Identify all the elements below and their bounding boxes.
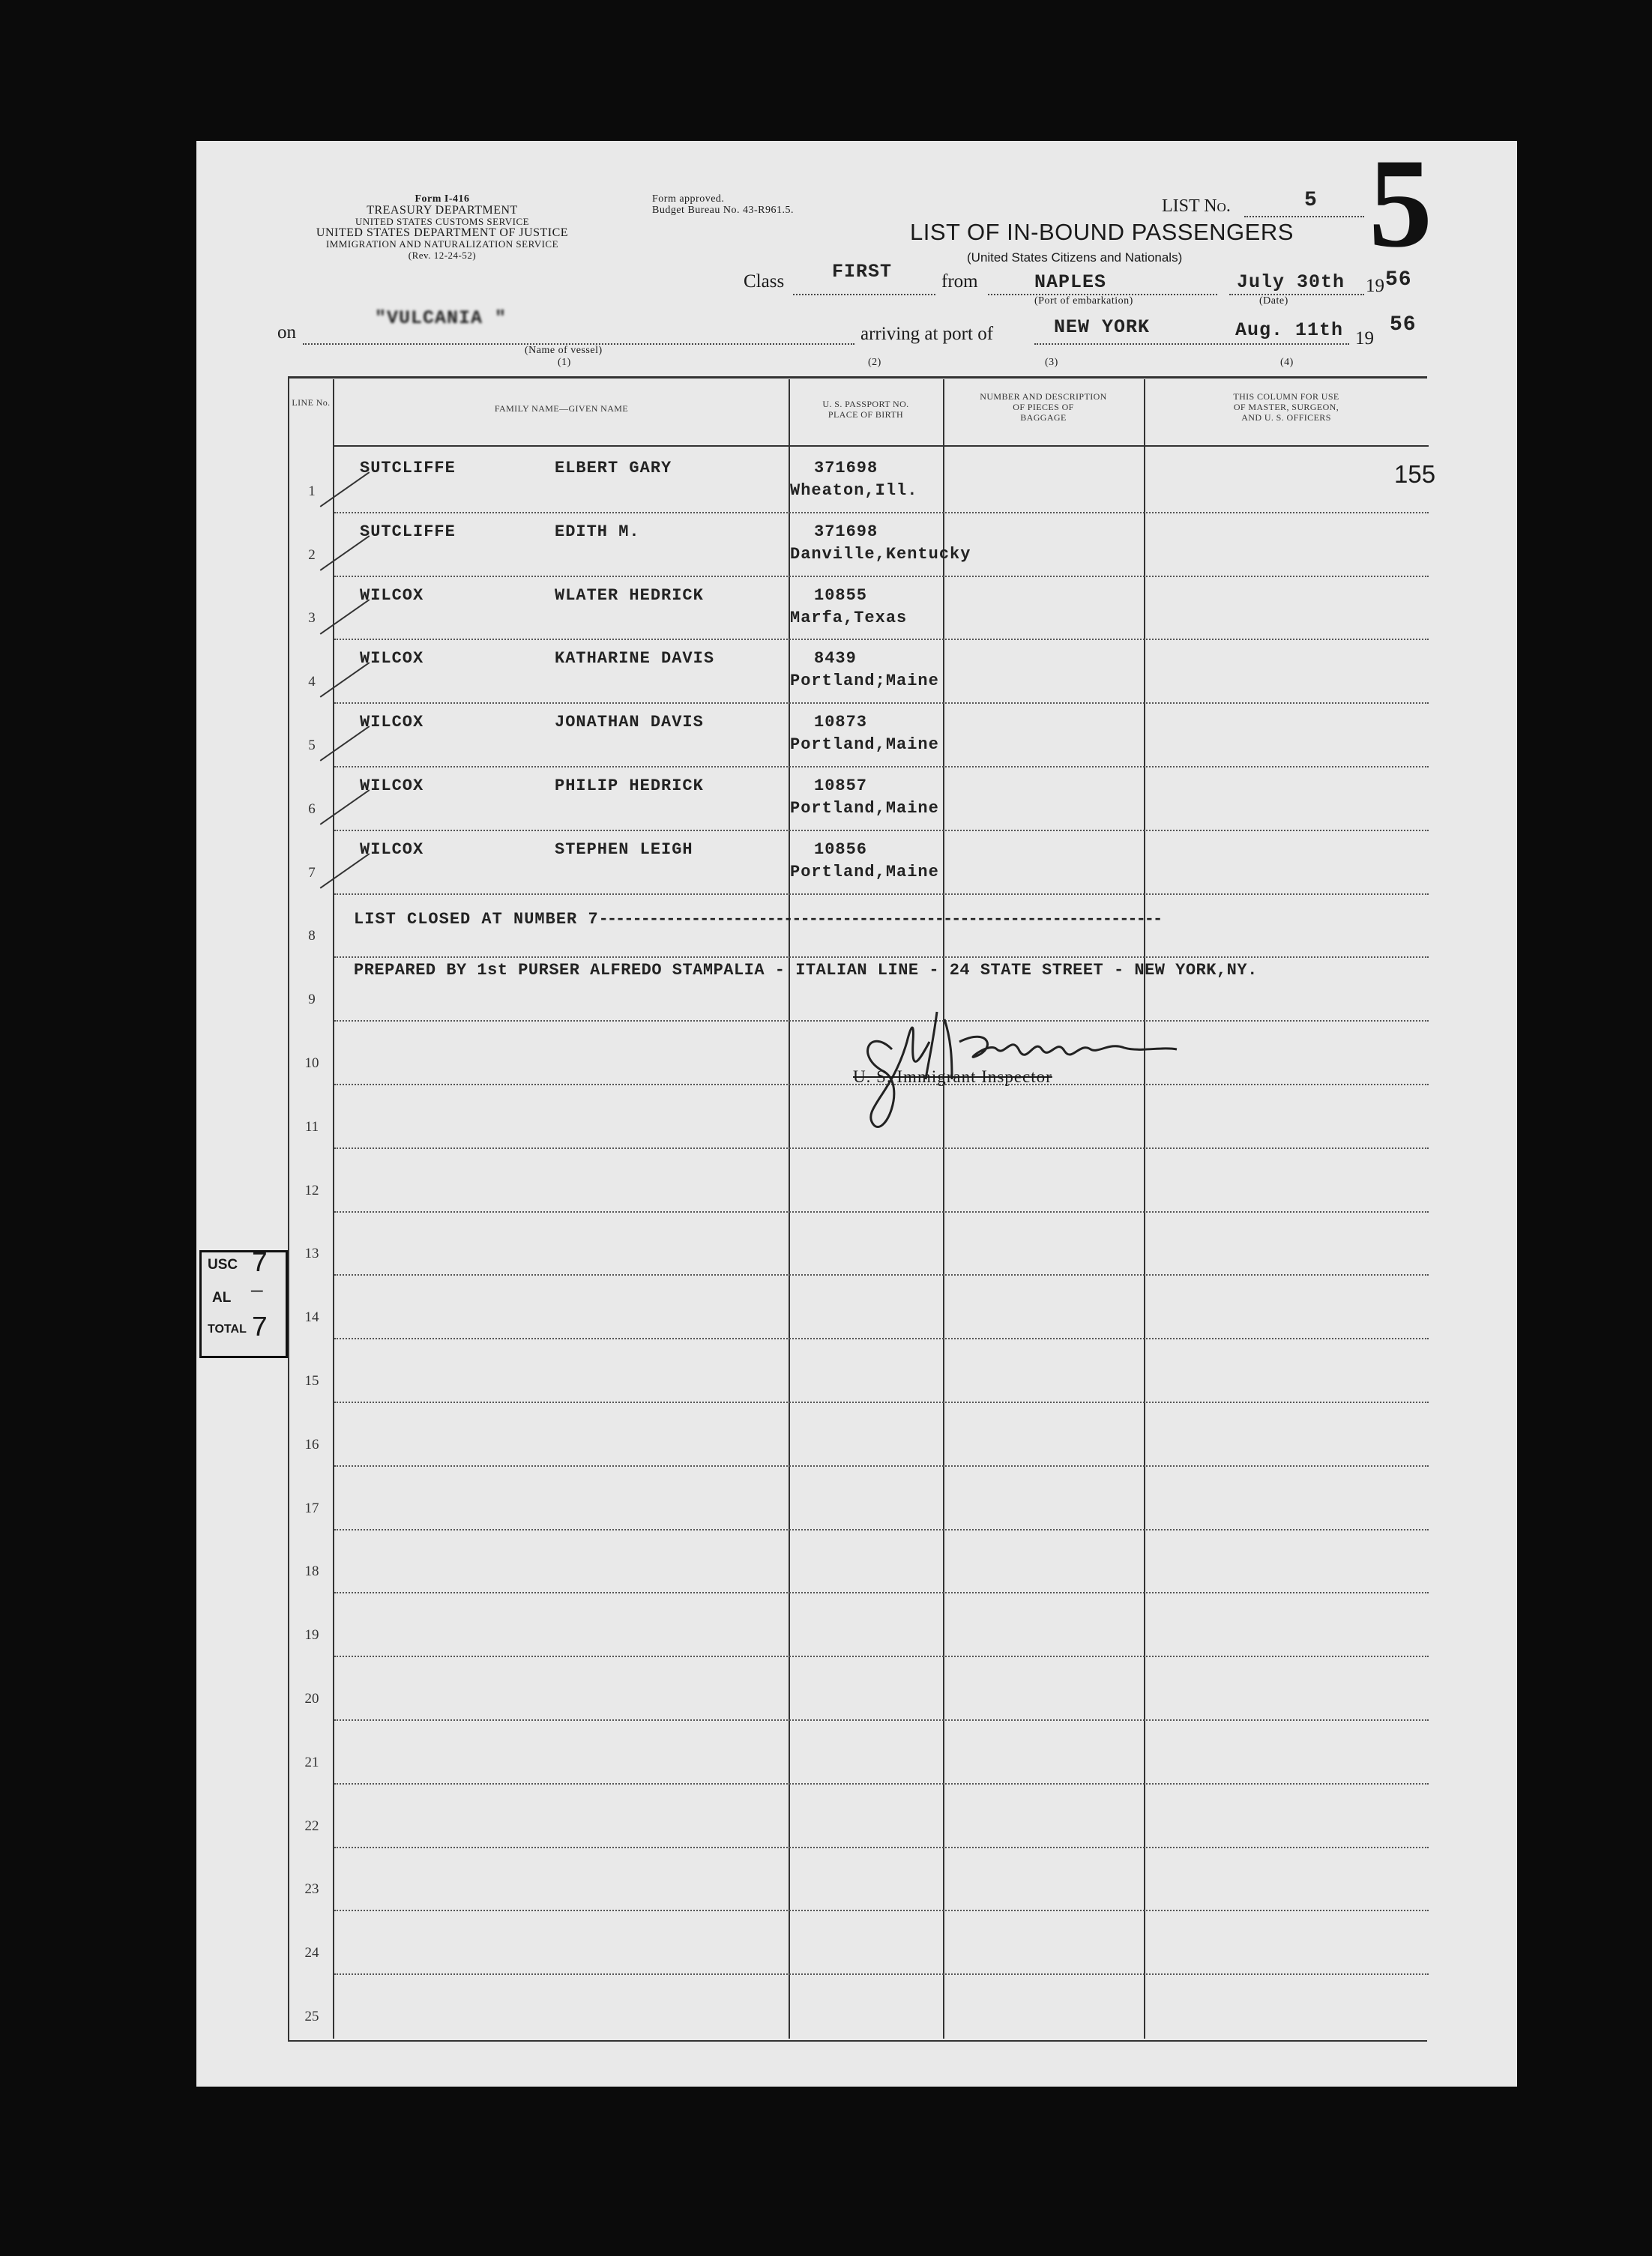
passenger-birthplace: Marfa,Texas xyxy=(790,608,908,627)
department-name: TREASURY DEPARTMENT xyxy=(367,204,518,217)
passenger-given-name: JONATHAN DAVIS xyxy=(555,713,704,732)
passenger-family-name: WILCOX xyxy=(360,776,424,795)
budget-bureau-number: Budget Bureau No. 43-R961.5. xyxy=(652,205,794,216)
row-line xyxy=(334,1211,1429,1213)
line-number: 2 xyxy=(308,546,316,563)
passport-header-line-1: U. S. PASSPORT NO. xyxy=(822,399,909,409)
al-label: AL xyxy=(212,1290,232,1306)
prepared-by-note: PREPARED BY 1st PURSER ALFREDO STAMPALIA - ITALIAN LINE - 24 STATE STREET - NEW YORK,NY. xyxy=(354,961,1258,980)
al-value: — xyxy=(251,1279,263,1302)
inspector-caption: U. S. Immigrant Inspector xyxy=(853,1067,1052,1086)
row-line xyxy=(334,1338,1429,1339)
passenger-birthplace: Portland,Maine xyxy=(790,735,939,755)
passport-column-header xyxy=(789,399,943,420)
list-closed-note xyxy=(354,910,1161,929)
line-number: 14 xyxy=(304,1309,319,1326)
official-column-header xyxy=(1144,391,1429,423)
line-number: 5 xyxy=(308,738,316,753)
passenger-given-name: STEPHEN LEIGH xyxy=(555,839,693,859)
line-number: 21 xyxy=(304,1754,319,1770)
vessel-caption: (Name of vessel) xyxy=(525,345,603,356)
row-line xyxy=(334,576,1429,577)
list-no-line xyxy=(1244,216,1364,217)
total-value: 7 xyxy=(251,1312,268,1345)
port-caption: (Port of embarkation) xyxy=(1034,295,1133,307)
line-number: 13 xyxy=(304,1246,319,1262)
passenger-family-name: WILCOX xyxy=(360,839,424,859)
row-line xyxy=(334,1910,1429,1911)
arrival-port-line xyxy=(1034,343,1349,345)
passenger-family-name: WILCOX xyxy=(360,585,424,605)
strike-line: ------------------------------------------------------------------- xyxy=(598,910,1162,929)
baggage-header-line-2: OF PIECES OF xyxy=(1013,402,1074,412)
passenger-given-name: PHILIP HEDRICK xyxy=(555,776,704,795)
from-value: NAPLES xyxy=(1034,271,1107,293)
header-bottom-border xyxy=(334,445,1429,447)
baggage-column-header xyxy=(943,391,1144,423)
column-number-4: (4) xyxy=(1280,357,1294,368)
date-line xyxy=(1229,294,1364,295)
column-number-3: (3) xyxy=(1045,357,1058,368)
name-column-border xyxy=(789,379,790,2039)
line-number: 7 xyxy=(308,864,316,881)
line-number: 19 xyxy=(304,1627,319,1644)
department-name-2: UNITED STATES DEPARTMENT OF JUSTICE xyxy=(316,226,569,239)
arrival-year-prefix: 19 xyxy=(1355,328,1374,349)
passenger-birthplace: Danville,Kentucky xyxy=(790,544,971,564)
page-number: 155 xyxy=(1394,460,1436,488)
passenger-birthplace: Wheaton,Ill. xyxy=(790,481,918,500)
service-name-2: IMMIGRATION AND NATURALIZATION SERVICE xyxy=(325,238,559,250)
line-number: 8 xyxy=(308,928,316,944)
service-name: UNITED STATES CUSTOMS SERVICE xyxy=(355,216,530,227)
passenger-passport-number: 371698 xyxy=(814,459,878,477)
usc-value: 7 xyxy=(251,1248,268,1280)
arriving-label: arriving at port of xyxy=(860,324,994,344)
date-year: 56 xyxy=(1385,268,1412,292)
passenger-passport-number: 8439 xyxy=(814,649,857,669)
class-label: Class xyxy=(744,271,785,292)
baggage-column-border xyxy=(1144,379,1145,2039)
revision-date: (Rev. 12-24-52) xyxy=(408,250,477,261)
row-line xyxy=(334,893,1429,895)
passenger-passport-number: 10873 xyxy=(814,713,868,732)
line-number: 15 xyxy=(304,1373,319,1389)
arrival-date: Aug. 11th xyxy=(1235,319,1344,341)
list-no-value: 5 xyxy=(1304,189,1318,212)
line-number: 1 xyxy=(308,483,316,499)
tally-box xyxy=(199,1250,288,1358)
line-number: 22 xyxy=(304,1818,319,1834)
passenger-family-name: SUTCLIFFE xyxy=(360,459,456,477)
line-number: 16 xyxy=(304,1436,319,1453)
table-top-border xyxy=(288,376,1427,378)
budget-approval xyxy=(652,193,794,216)
form-approved-label: Form approved. xyxy=(652,193,725,205)
form-number: Form I-416 xyxy=(414,193,470,205)
passenger-given-name: WLATER HEDRICK xyxy=(555,585,704,605)
passenger-family-name: WILCOX xyxy=(360,713,424,732)
arrival-year: 56 xyxy=(1390,313,1417,337)
official-header-line-3: AND U. S. OFFICERS xyxy=(1241,412,1331,423)
column-number-2: (2) xyxy=(868,357,881,368)
passenger-passport-number: 10856 xyxy=(814,839,868,859)
row-line xyxy=(334,1783,1429,1785)
passenger-given-name: ELBERT GARY xyxy=(555,459,672,477)
passenger-passport-number: 371698 xyxy=(814,522,878,541)
line-number: 17 xyxy=(304,1500,319,1516)
row-line xyxy=(334,1592,1429,1593)
passenger-given-name: EDITH M. xyxy=(555,522,640,541)
line-number: 3 xyxy=(308,610,316,627)
row-line xyxy=(334,1973,1429,1975)
line-number: 25 xyxy=(304,2009,319,2024)
row-line xyxy=(334,1274,1429,1276)
official-header-line-1: THIS COLUMN FOR USE xyxy=(1233,391,1339,402)
line-number: 23 xyxy=(304,1881,319,1898)
line-number: 6 xyxy=(308,800,316,817)
class-line xyxy=(793,294,935,295)
list-no-label: LIST No. xyxy=(1162,196,1231,216)
passenger-passport-number: 10855 xyxy=(814,585,868,605)
form-agency-block xyxy=(277,193,607,261)
line-no-header: LINE No. xyxy=(292,397,331,408)
row-line xyxy=(334,702,1429,704)
row-line xyxy=(334,956,1429,958)
row-line xyxy=(334,1656,1429,1657)
table-bottom-border xyxy=(288,2040,1427,2042)
line-number: 20 xyxy=(304,1691,319,1707)
line-number: 10 xyxy=(304,1055,319,1071)
baggage-header-line-1: NUMBER AND DESCRIPTION xyxy=(980,391,1107,402)
on-label: on xyxy=(277,322,296,343)
line-number: 9 xyxy=(308,992,316,1008)
passenger-given-name: KATHARINE DAVIS xyxy=(555,649,715,669)
passenger-family-name: WILCOX xyxy=(360,649,424,669)
row-line xyxy=(334,1402,1429,1403)
vessel-value: "VULCANIA " xyxy=(375,307,507,329)
class-value: FIRST xyxy=(832,261,893,283)
line-number: 12 xyxy=(304,1182,319,1198)
passenger-birthplace: Portland,Maine xyxy=(790,799,939,818)
vessel-column-number: (1) xyxy=(558,357,571,368)
passport-column-border xyxy=(943,379,944,2039)
date-caption: (Date) xyxy=(1259,295,1288,307)
row-line xyxy=(334,1465,1429,1467)
row-line xyxy=(334,639,1429,640)
total-label: TOTAL xyxy=(208,1323,247,1336)
name-column-header: FAMILY NAME—GIVEN NAME xyxy=(494,403,629,414)
row-line xyxy=(334,766,1429,767)
date-value: July 30th xyxy=(1237,271,1345,293)
row-line xyxy=(334,1147,1429,1149)
arrival-port: NEW YORK xyxy=(1054,316,1151,338)
passport-header-line-2: PLACE OF BIRTH xyxy=(827,409,904,420)
official-header-line-2: OF MASTER, SURGEON, xyxy=(1233,402,1339,412)
list-closed-text: LIST CLOSED AT NUMBER 7 xyxy=(354,910,599,929)
big-list-number: 5 xyxy=(1369,133,1432,274)
page-subtitle: (United States Citizens and Nationals) xyxy=(967,250,1183,265)
baggage-header-line-3: BAGGAGE xyxy=(1020,412,1067,423)
row-line xyxy=(334,512,1429,513)
line-number: 18 xyxy=(304,1563,319,1580)
passenger-birthplace: Portland;Maine xyxy=(790,672,939,691)
passenger-passport-number: 10857 xyxy=(814,776,868,795)
from-label: from xyxy=(941,271,978,292)
row-line xyxy=(334,1847,1429,1848)
passenger-birthplace: Portland,Maine xyxy=(790,862,939,881)
line-number: 11 xyxy=(304,1118,319,1135)
line-number: 24 xyxy=(304,1945,319,1961)
row-line xyxy=(334,1529,1429,1530)
line-no-column-border xyxy=(333,379,334,2039)
passenger-family-name: SUTCLIFFE xyxy=(360,522,456,541)
page-title: LIST OF IN-BOUND PASSENGERS xyxy=(910,219,1294,245)
line-number: 4 xyxy=(308,674,316,690)
row-line xyxy=(334,830,1429,831)
usc-label: USC xyxy=(208,1257,238,1273)
date-year-prefix: 19 xyxy=(1366,276,1384,296)
row-line xyxy=(334,1719,1429,1721)
